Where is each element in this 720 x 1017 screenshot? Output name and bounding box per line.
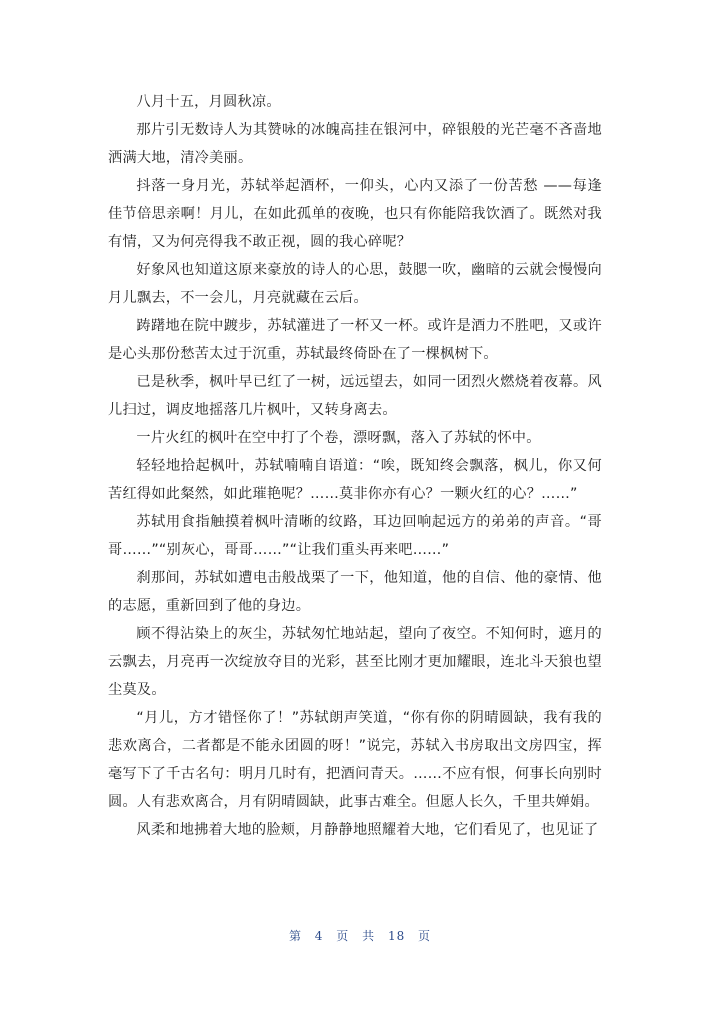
footer-di: 第 [288,929,302,943]
footer-ye: 页 [336,929,350,943]
paragraph: 苏轼用食指触摸着枫叶清晰的纹路，耳边回响起远方的弟弟的声音。“哥哥……”“别灰心，哥哥……”“让我们重头再来吧……” [108,514,602,558]
paragraph: 顾不得沾染上的灰尘，苏轼匆忙地站起，望向了夜空。不知何时，遮月的云飘去，月亮再一次绽放夺目的光彩，甚至比刚才更加耀眼，连北斗天狼也望尘莫及。 [108,626,602,698]
paragraph: 好象风也知道这原来豪放的诗人的心思，鼓腮一吹，幽暗的云就会慢慢向月儿飘去，不一会儿，月亮就藏在云后。 [108,262,602,306]
total-pages-number: 18 [387,929,406,943]
paragraph: “月儿，方才错怪你了！”苏轼朗声笑道，“你有你的阴晴圆缺，我有我的悲欢离合，二者都是不能永团圆的呀！”说完，苏轼入书房取出文房四宝，挥毫写下了千古名句：明月几时有，把酒问青天。……不应有恨，何事长向别时圆。人有悲欢离合，月有阴晴圆缺，此事古难全。但愿人长久，千里共婵娟。 [108,710,602,810]
paragraph: 那片引无数诗人为其赞咏的冰魄高挂在银河中，碎银般的光芒毫不吝啬地洒满大地，清冷美丽。 [108,122,602,166]
paragraph: 八月十五，月圆秋凉。 [136,94,281,110]
paragraph: 已是秋季，枫叶早已红了一树，远远望去，如同一团烈火燃烧着夜幕。风儿扫过，调皮地摇落几片枫叶，又转身离去。 [108,374,602,418]
footer-gong: 共 [362,929,376,943]
paragraph: 抖落一身月光，苏轼举起酒杯，一仰头，心内又添了一份苦愁 ——每逢佳节倍思亲啊！月儿，在如此孤单的夜晚，也只有你能陪我饮酒了。既然对我有情，又为何亮得我不敢正视，圆的我心碎呢？ [108,178,602,250]
paragraph: 踌躇地在院中踱步，苏轼灌进了一杯又一杯。或许是酒力不胜吧，又或许是心头那份愁苦太过于沉重，苏轼最终倚卧在了一棵枫树下。 [108,318,602,362]
current-page-number: 4 [314,929,324,943]
paragraph: 一片火红的枫叶在空中打了个卷，漂呀飘，落入了苏轼的怀中。 [136,430,541,446]
paragraph: 轻轻地拾起枫叶，苏轼喃喃自语道：“唉，既知终会飘落，枫儿，你又何苦红得如此粲然，如此璀艳呢？……莫非你亦有心？一颗火红的心？……” [108,458,602,502]
paragraph: 刹那间，苏轼如遭电击般战栗了一下，他知道，他的自信、他的豪情、他的志愿，重新回到了他的身边。 [108,570,602,614]
paragraph: 风柔和地拂着大地的脸颊，月静静地照耀着大地，它们看见了，也见证了 [136,822,599,838]
page-footer [0,927,720,944]
footer-ye-2: 页 [418,929,432,943]
body-text [108,88,602,844]
